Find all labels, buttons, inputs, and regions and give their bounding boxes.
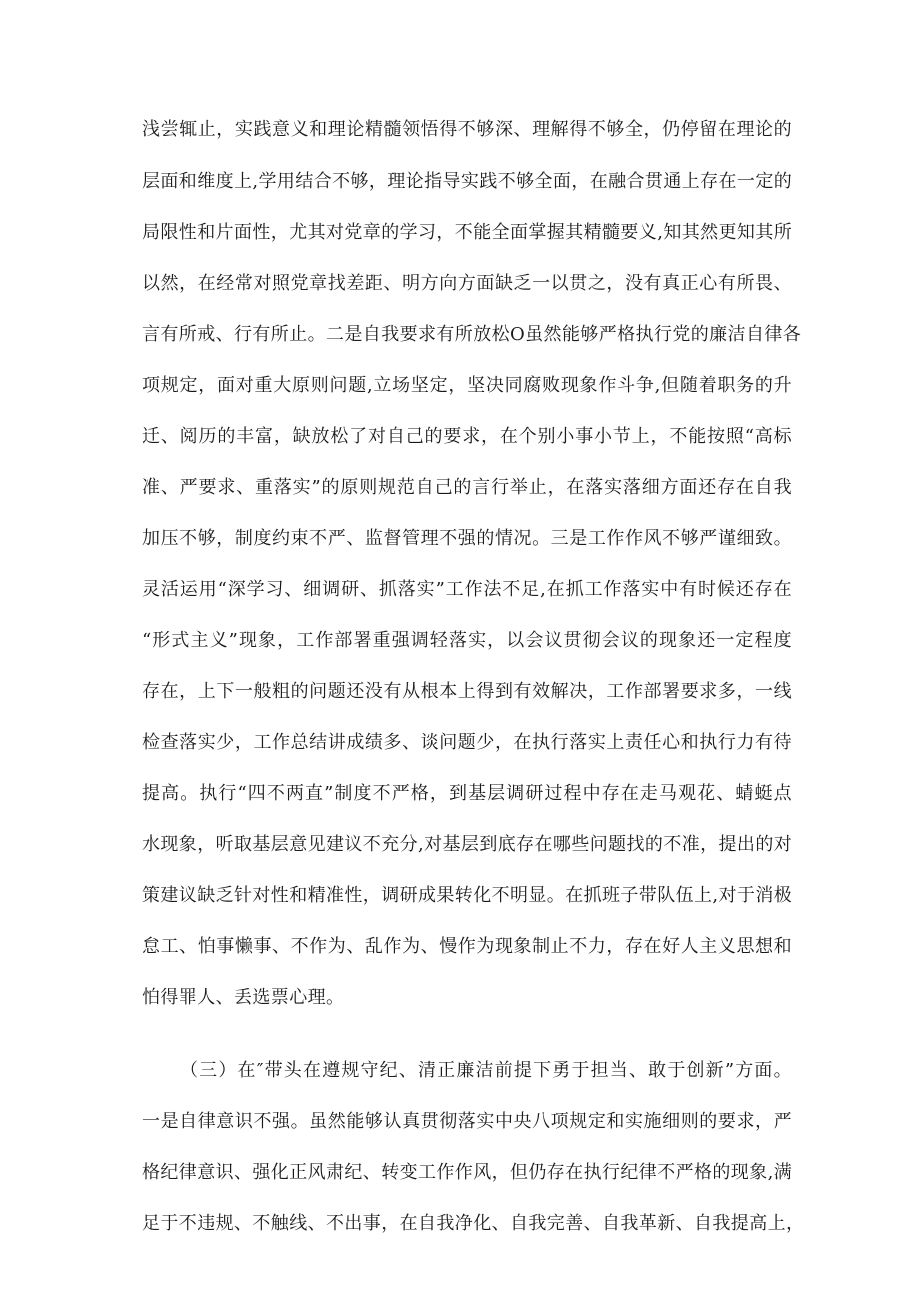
paragraph-line: 准、严要求、重落实”的原则规范自己的言行举止，在落实落细方面还存在自我 <box>142 477 792 498</box>
paragraph-line: 一是自律意识不强。虽然能够认真贯彻落实中央八项规定和实施细则的要求，严 <box>142 1111 792 1132</box>
paragraph-line: 以然，在经常对照党章找差距、明方向方面缺乏一以贯之，没有真正心有所畏、 <box>142 273 792 294</box>
paragraph-line: 怕得罪人、丢选票心理。 <box>142 987 345 1008</box>
paragraph-line: 言有所戒、行有所止。二是自我要求有所放松O虽然能够严格执行党的廉洁自律各 <box>142 324 802 345</box>
paragraph-line: 存在，上下一般粗的问题还没有从根本上得到有效解决，工作部署要求多，一线 <box>142 681 792 702</box>
paragraph-line: 足于不违规、不触线、不出事，在自我净化、自我完善、自我革新、自我提高上， <box>142 1213 805 1234</box>
paragraph-line: 灵活运用“深学习、细调研、抓落实”工作法不足,在抓工作落实中有时候还存在 <box>142 579 792 600</box>
paragraph-line: 怠工、怕事懒事、不作为、乱作为、慢作为现象制止不力，存在好人主义思想和 <box>142 936 792 957</box>
paragraph-line: 策建议缺乏针对性和精准性，调研成果转化不明显。在抓班子带队伍上,对于消极 <box>142 885 793 906</box>
paragraph-line: 局限性和片面性，尤其对党章的学习，不能全面掌握其精髓要义,知其然更知其所 <box>142 222 793 243</box>
paragraph-line: 水现象，听取基层意见建议不充分,对基层到底存在哪些问题找的不准，提出的对 <box>142 834 793 855</box>
paragraph-line: “形式主义”现象，工作部署重强调轻落实，以会议贯彻会议的现象还一定程度 <box>142 630 792 651</box>
paragraph-line: 项规定，面对重大原则问题,立场坚定，坚决同腐败现象作斗争,但随着职务的升 <box>142 375 792 396</box>
paragraph-line: 格纪律意识、强化正风肃纪、转变工作作风，但仍存在执行纪律不严格的现象,满 <box>142 1162 793 1183</box>
paragraph-line: 加压不够，制度约束不严、监督管理不强的情况。三是工作作风不够严谨细致。 <box>142 528 792 549</box>
paragraph-line: 浅尝辄止，实践意义和理论精髓领悟得不够深、理解得不够全，仍停留在理论的 <box>142 119 792 140</box>
paragraph-line: （三）在″带头在遵规守纪、清正廉洁前提下勇于担当、敢于创新”方面。 <box>180 1060 792 1081</box>
paragraph-line: 迁、阅历的丰富，缺放松了对自己的要求，在个别小事小节上，不能按照“高标 <box>142 426 792 447</box>
paragraph-line: 层面和维度上,学用结合不够，理论指导实践不够全面，在融合贯通上存在一定的 <box>142 171 793 192</box>
paragraph-line: 检查落实少，工作总结讲成绩多、谈问题少，在执行落实上责任心和执行力有待 <box>142 732 792 753</box>
paragraph-line: 提高。执行“四不两直”制度不严格，到基层调研过程中存在走马观花、蜻蜓点 <box>142 783 792 804</box>
